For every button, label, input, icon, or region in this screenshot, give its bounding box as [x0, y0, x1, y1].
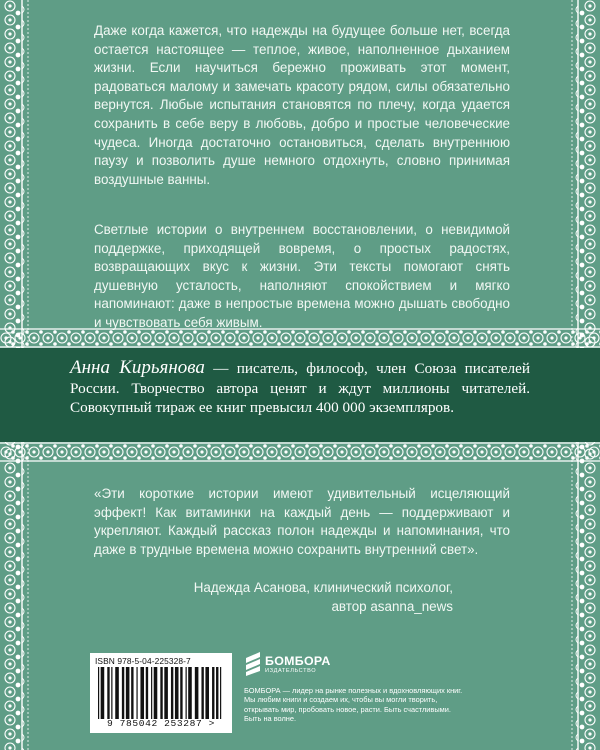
- author-description: — писатель, философ, член Союза писателей России. Творчество автора ценят и ждут миллионы читателей. Совокупный тираж ее книг превысил 400 000 экземпляров.: [70, 360, 530, 416]
- review-attribution-line-1: Надежда Асанова, клинический психолог,: [193, 580, 453, 595]
- publisher-subtitle: ИЗДАТЕЛЬСТВО: [265, 668, 317, 674]
- publisher-logo: [244, 650, 334, 680]
- author-name: Анна Кирьянова: [70, 357, 205, 378]
- isbn-label: ISBN 978-5-04-225328-7: [95, 656, 191, 666]
- barcode: [90, 653, 232, 733]
- description-paragraph-1: Даже когда кажется, что надежды на будущее больше нет, всегда остается настоящее — теплое, живое, наполненное дыханием жизни. Если научиться бережно проживать этот момент, радоваться малому и замечать красоту рядом, силы обязательно вернутся. Любые испытания становятся по плечу, когда удается сохранить в себе веру в любовь, добро и простые человеческие чудеса. Иногда достаточно остановиться, сделать внутреннюю паузу и позволить душе немного отдохнуть, словно принимая воздушные ванны.: [94, 23, 510, 187]
- publisher-blurb: БОМБОРА — лидер на рынке полезных и вдохновляющих книг. Мы любим книги и создаем их, чтобы вы могли творить, открывать мир, пробовать новое, расти. Быть счастливыми. Быть на волне.: [244, 686, 463, 724]
- description-paragraph-2: Светлые истории о внутреннем восстановлении, о невидимой поддержке, приходящей вовремя, о простых радостях, возвращающих вкус к жизни. Эти тексты помогают снять душевную усталость, наполняют спокойствием и мягко напоминают: даже в непростые времена можно дышать свободно и чувствовать себя живым.: [94, 222, 510, 330]
- publisher-logo-icon: [244, 650, 262, 676]
- publisher-name: БОМБОРА: [265, 654, 331, 668]
- lace-band-top: [0, 326, 600, 350]
- review-attribution-line-2: автор asanna_news: [331, 598, 453, 614]
- review-quote: «Эти короткие истории имеют удивительный исцеляющий эффект! Как витаминки на каждый день — поддерживают и укрепляют. Каждый рассказ полон надежды и напоминания, что даже в трудные времена можно сохранить внутренний свет».: [94, 486, 510, 557]
- barcode-bars: [98, 667, 224, 719]
- lace-band-bottom: [0, 440, 600, 464]
- author-bio: [70, 358, 530, 418]
- review-attribution: [94, 579, 453, 616]
- barcode-digits: 9 785042 253287 >: [106, 718, 216, 729]
